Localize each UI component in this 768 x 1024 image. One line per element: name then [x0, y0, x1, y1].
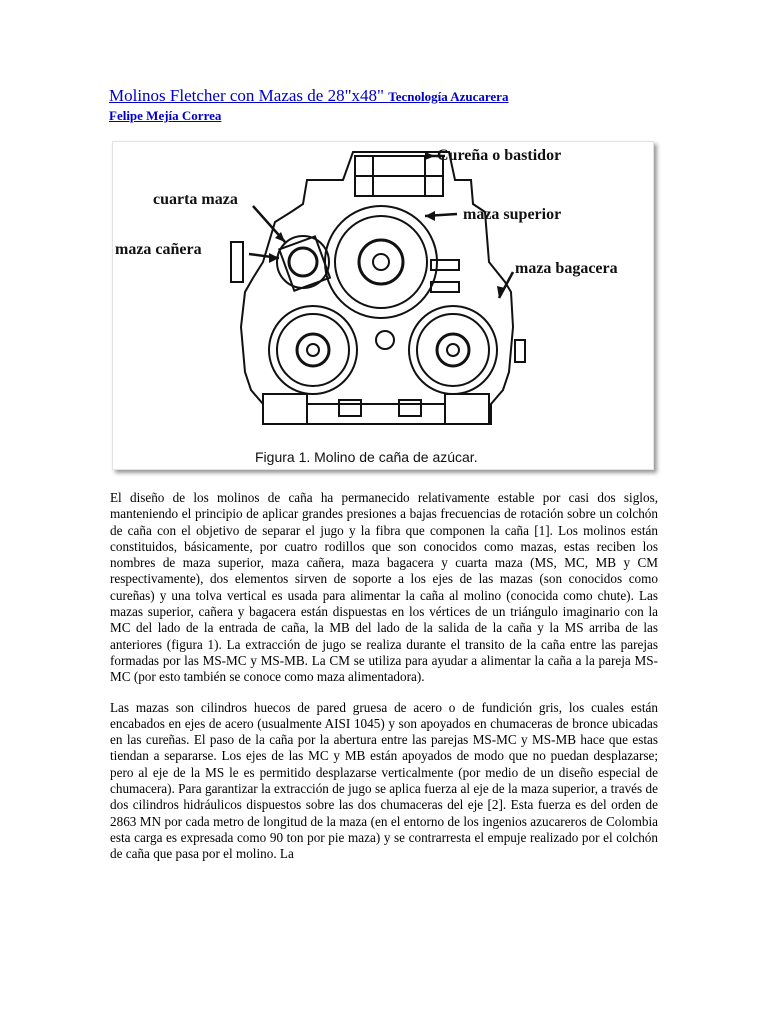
label-canera: maza cañera [115, 241, 202, 258]
center-boss [376, 331, 394, 349]
frame-outline [241, 152, 513, 424]
subtitle-text: Tecnología Azucarera [388, 89, 509, 104]
top-roll-outer [325, 206, 437, 318]
shaft-right [515, 340, 525, 362]
figure-caption: Figura 1. Molino de caña de azúcar. [255, 449, 478, 465]
mill-diagram [113, 142, 653, 469]
base-right [445, 394, 489, 424]
author-link[interactable]: Felipe Mejía Correa [109, 108, 222, 123]
label-cuarta: cuarta maza [153, 191, 238, 208]
body-text [110, 490, 658, 877]
title-link[interactable] [109, 86, 508, 107]
shaft-left [231, 242, 243, 282]
mill-figure [112, 141, 654, 470]
document-header [109, 86, 508, 124]
base-left [263, 394, 307, 424]
label-superior: maza superior [463, 206, 562, 223]
label-bagacera: maza bagacera [515, 260, 618, 277]
title-text: Molinos Fletcher con Mazas de 28"x48" [109, 86, 384, 105]
bagasse-roll-outer [409, 306, 497, 394]
label-curena: Cureña o bastidor [437, 147, 562, 164]
cane-roll-outer [269, 306, 357, 394]
paragraph-2: Las mazas son cilindros huecos de pared gruesa de acero o de fundición gris, los cuales están encabados en ejes de acero (usualmente AISI 1045) y son apoyados en chumaceras de bronce ubicadas en las cureñas. El paso de la caña por la abertura entre las parejas MS-MC y MS-MB hace que estas tiendan a separarse. Los ejes de las MC y MB están apoyados de modo que no puedan desplazarse; pero al eje de la MS le es permitido desplazarse verticalmente (por medio de un diseño especial de chumacera). Para garantizar la extracción de jugo se aplica fuerza al eje de la maza superior, a través de dos cilindros hidráulicos dispuestos sobre las dos chumaceras del eje [2]. Esta fuerza es del orden de 2863 MN por cada metro de longitud de la maza (en el entorno de los ingenios azucareros de Colombia esta carga es expresada como 90 ton por pie maza) y se contrarresta el empuje realizado por el colchón de caña que pasa por el molino. La [110, 699, 658, 862]
paragraph-1: El diseño de los molinos de caña ha permanecido relativamente estable por casi dos siglos, manteniendo el principio de aplicar grandes presiones a bajas frecuencias de rotación sobre un colchón de caña con el objetivo de separar el jugo y la fibra que componen la caña [1]. Los molinos están constituidos, básicamente, por cuatro rodillos que son conocidos como mazas, estas reciben los nombres de maza superior, maza cañera, maza bagacera y cuarta maza (MS, MC, MB y CM respectivamente), dos elementos sirven de soporte a los ejes de las mazas (son conocidos como cureñas) y una tolva vertical es usada para alimentar la caña al molino (conocida como chute). Las mazas superior, cañera y bagacera están dispuestas en los vértices de un triángulo imaginario con la MC del lado de la entrada de caña, la MB del lado de la salida de la caña y la MS arriba de las anteriores (figura 1). La extracción de jugo se realiza durante el transito de la caña entre las parejas formadas por las MS-MC y MS-MB. La CM se utiliza para ayudar a alimentar la caña a la pareja MS-MC (por esto también se conoce como maza alimentadora). [110, 490, 658, 685]
